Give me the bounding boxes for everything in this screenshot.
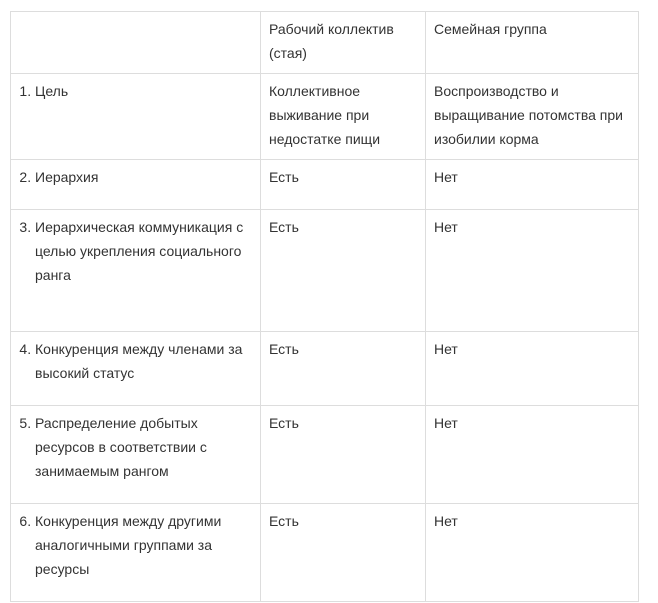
pack-cell: Коллективное выживание при недостатке пищи — [261, 74, 426, 160]
header-cell-family: Семейная группа — [426, 12, 639, 74]
comparison-table — [10, 11, 639, 602]
family-cell: Нет — [426, 504, 639, 602]
feature-cell — [11, 332, 261, 406]
pack-cell: Есть — [261, 210, 426, 332]
feature-label: 1. Цель — [35, 79, 252, 103]
feature-label: 3. Иерархическая коммуникация с целью укрепления социального ранга — [35, 215, 252, 287]
pack-cell: Есть — [261, 406, 426, 504]
table-row — [11, 406, 639, 504]
pack-cell: Есть — [261, 160, 426, 210]
feature-cell — [11, 74, 261, 160]
header-cell-empty — [11, 12, 261, 74]
feature-cell — [11, 406, 261, 504]
table-row — [11, 332, 639, 406]
table-row — [11, 504, 639, 602]
feature-label: 2. Иерархия — [35, 165, 252, 189]
table-row — [11, 74, 639, 160]
feature-cell — [11, 160, 261, 210]
family-cell: Нет — [426, 210, 639, 332]
header-cell-pack: Рабочий коллектив (стая) — [261, 12, 426, 74]
family-cell: Нет — [426, 332, 639, 406]
family-cell: Нет — [426, 160, 639, 210]
feature-label: 4. Конкуренция между членами за высокий статус — [35, 337, 252, 385]
family-cell: Нет — [426, 406, 639, 504]
feature-label: 6. Конкуренция между другими аналогичными группами за ресурсы — [35, 509, 252, 581]
feature-cell — [11, 210, 261, 332]
pack-cell: Есть — [261, 504, 426, 602]
table-header-row — [11, 12, 639, 74]
family-cell: Воспроизводство и выращивание потомства при изобилии корма — [426, 74, 639, 160]
pack-cell: Есть — [261, 332, 426, 406]
feature-cell — [11, 504, 261, 602]
feature-label: 5. Распределение добытых ресурсов в соответствии с занимаемым рангом — [35, 411, 252, 483]
table-row — [11, 210, 639, 332]
table-row — [11, 160, 639, 210]
